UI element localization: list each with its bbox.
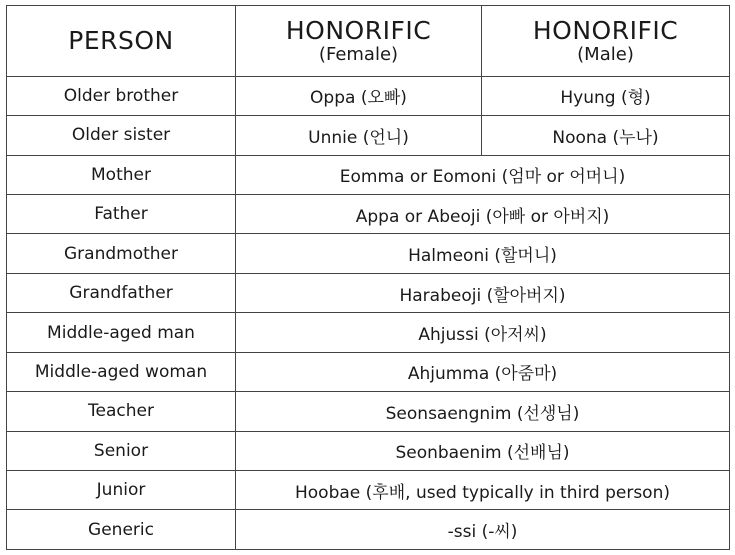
- person-cell: Mother: [7, 155, 236, 194]
- honorific-cell: Hoobae (후배, used typically in third person): [236, 470, 730, 509]
- person-cell: Generic: [7, 510, 236, 550]
- header-female: [236, 6, 482, 77]
- table-row: [7, 392, 730, 431]
- table-header-row: [7, 6, 730, 77]
- person-cell: Older brother: [7, 76, 236, 115]
- table-row: [7, 76, 730, 115]
- header-female-sub: (Female): [318, 43, 399, 65]
- honorific-cell: Harabeoji (할아버지): [236, 273, 730, 312]
- table-row: [7, 273, 730, 312]
- header-female-title: HONORIFIC: [285, 15, 432, 45]
- person-cell: Older sister: [7, 116, 236, 155]
- table-row: [7, 116, 730, 155]
- honorific-cell: Appa or Abeoji (아빠 or 아버지): [236, 195, 730, 234]
- header-male-sub: (Male): [577, 43, 634, 65]
- person-cell: Middle-aged woman: [7, 352, 236, 391]
- table-row: [7, 195, 730, 234]
- honorific-cell: Halmeoni (할머니): [236, 234, 730, 273]
- header-male-title: HONORIFIC: [532, 15, 679, 45]
- header-person: PERSON: [7, 6, 236, 77]
- table-row: [7, 313, 730, 352]
- honorific-cell: Seonbaenim (선배님): [236, 431, 730, 470]
- header-male: [482, 6, 730, 77]
- person-cell: Middle-aged man: [7, 313, 236, 352]
- male-honorific-cell: Hyung (형): [482, 76, 730, 115]
- female-honorific-cell: Oppa (오빠): [236, 76, 482, 115]
- honorifics-table: [6, 5, 730, 550]
- female-honorific-cell: Unnie (언니): [236, 116, 482, 155]
- table-row: [7, 470, 730, 509]
- table-row: [7, 510, 730, 550]
- table-row: [7, 155, 730, 194]
- person-cell: Grandfather: [7, 273, 236, 312]
- table-row: [7, 352, 730, 391]
- male-honorific-cell: Noona (누나): [482, 116, 730, 155]
- table-row: [7, 234, 730, 273]
- table-row: [7, 431, 730, 470]
- honorific-cell: Ahjussi (아저씨): [236, 313, 730, 352]
- person-cell: Grandmother: [7, 234, 236, 273]
- honorific-cell: Seonsaengnim (선생님): [236, 392, 730, 431]
- honorific-cell: Eomma or Eomoni (엄마 or 어머니): [236, 155, 730, 194]
- person-cell: Teacher: [7, 392, 236, 431]
- person-cell: Junior: [7, 470, 236, 509]
- honorific-cell: Ahjumma (아줌마): [236, 352, 730, 391]
- person-cell: Father: [7, 195, 236, 234]
- person-cell: Senior: [7, 431, 236, 470]
- honorific-cell: -ssi (-씨): [236, 510, 730, 550]
